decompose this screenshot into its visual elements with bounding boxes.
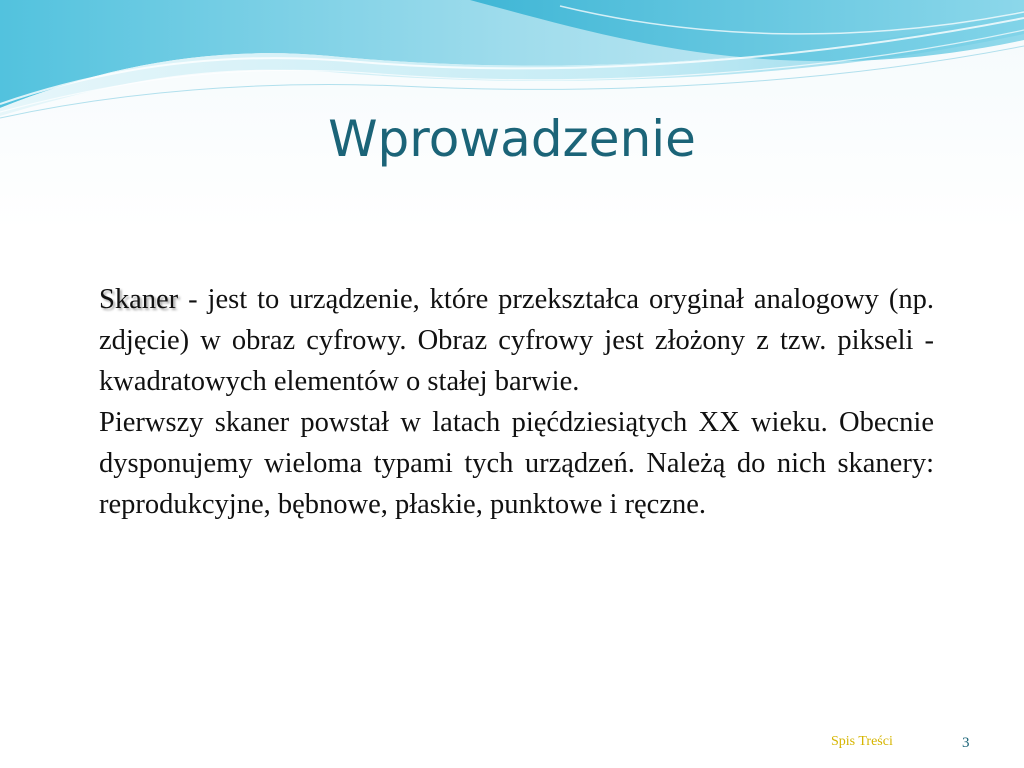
definition-text: - jest to urządzenie, które przekształca oryginał analogowy (np. zdjęcie) w obraz cyfrowy. Obraz cyfrowy jest złożony z tzw. pikseli - kwadratowych elementów o stałej barwie. <box>99 284 934 397</box>
slide-content <box>99 279 934 525</box>
paragraph-history: Pierwszy skaner powstał w latach pięćdziesiątych XX wieku. Obecnie dysponujemy wieloma typami tych urządzeń. Należą do nich skanery: reprodukcyjne, bębnowe, płaskie, punktowe i ręczne. <box>99 407 934 520</box>
paragraph-definition <box>99 279 934 402</box>
page-number: 3 <box>962 735 970 751</box>
table-of-contents-link[interactable]: Spis Treści <box>831 734 893 749</box>
term-skaner: Skaner <box>99 284 179 315</box>
slide-title: Wprowadzenie <box>328 110 696 168</box>
